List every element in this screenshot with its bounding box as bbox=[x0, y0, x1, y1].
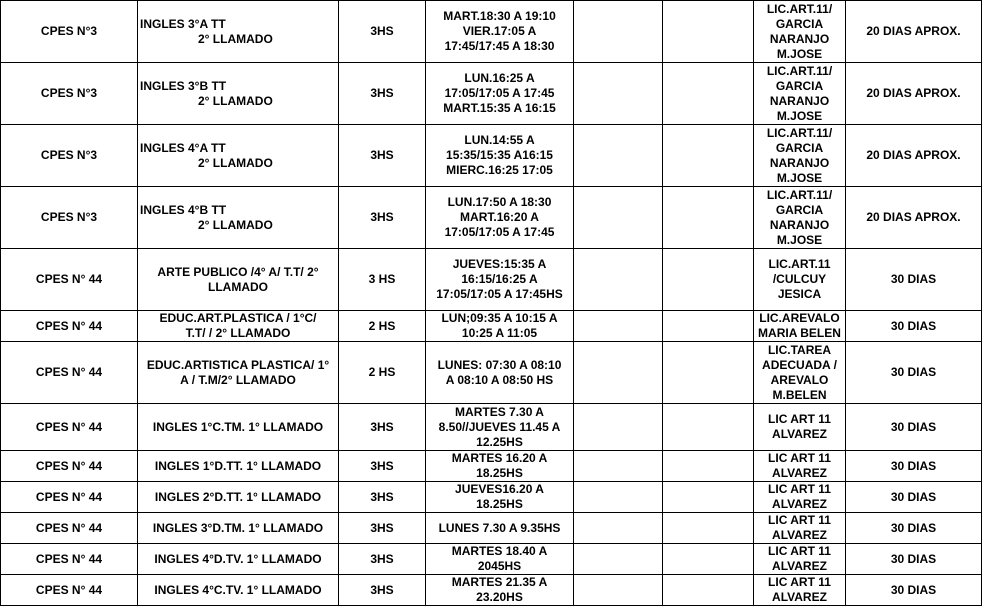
schedule-line: 16:15/16:25 A bbox=[461, 272, 538, 286]
schedule-cell bbox=[426, 63, 574, 125]
subject-line: INGLES 4°B TT bbox=[140, 202, 227, 217]
schedule-line: LUN.17:50 A 18:30 bbox=[447, 195, 552, 209]
docente-cell bbox=[754, 482, 846, 513]
subject-cell bbox=[138, 63, 339, 125]
subject-line: 2° LLAMADO bbox=[198, 155, 273, 170]
docente-line: JESICA bbox=[777, 287, 822, 301]
schedule-line: 18.25HS bbox=[476, 497, 523, 511]
empty-cell bbox=[663, 125, 754, 187]
schedule-cell bbox=[426, 451, 574, 482]
schedule-line: 18.25HS bbox=[476, 466, 523, 480]
docente-line: MARIA BELEN bbox=[758, 326, 841, 340]
duration-cell: 30 DIAS bbox=[846, 404, 982, 451]
table-row bbox=[1, 342, 982, 404]
table-row bbox=[1, 544, 982, 575]
docente-cell bbox=[754, 451, 846, 482]
duration-cell: 30 DIAS bbox=[846, 451, 982, 482]
table-row bbox=[1, 482, 982, 513]
hours-cell: 3HS bbox=[339, 63, 426, 125]
schedule-line: LUN.16:25 A bbox=[464, 71, 535, 85]
docente-line: ALVAREZ bbox=[772, 427, 827, 441]
empty-cell bbox=[574, 575, 663, 606]
schedule-line: MARTES 7.30 A bbox=[455, 404, 544, 419]
docente-line: GARCIA bbox=[775, 78, 824, 93]
docente-line: LIC ART 11 bbox=[768, 575, 831, 589]
subject-line: INGLES 3°A TT bbox=[140, 16, 226, 31]
schedule-line: 15:35/15:35 A16:15 bbox=[446, 148, 553, 162]
empty-cell bbox=[663, 575, 754, 606]
subject-cell bbox=[138, 575, 339, 606]
empty-cell bbox=[663, 187, 754, 249]
subject-line: T.T/ / 2° LLAMADO bbox=[185, 326, 291, 340]
subject-line: EDUC.ARTISTICA PLASTICA/ 1° bbox=[146, 357, 330, 372]
subject-line: INGLES 3°B TT bbox=[140, 78, 227, 93]
empty-cell bbox=[663, 451, 754, 482]
empty-cell bbox=[574, 451, 663, 482]
subject-line: INGLES 4°C.TV. 1° LLAMADO bbox=[154, 582, 322, 597]
schedule-cell bbox=[426, 1, 574, 63]
subject-cell bbox=[138, 1, 339, 63]
docente-line: /CULCUY bbox=[772, 272, 827, 286]
subject-cell bbox=[138, 249, 339, 311]
docente-line: LIC.ART.11/ bbox=[766, 63, 833, 78]
duration-cell: 30 DIAS bbox=[846, 249, 982, 311]
school-cell: CPES N°3 bbox=[1, 187, 138, 249]
duration-cell: 30 DIAS bbox=[846, 575, 982, 606]
schedule-cell bbox=[426, 311, 574, 342]
docente-cell bbox=[754, 1, 846, 63]
hours-cell: 3HS bbox=[339, 575, 426, 606]
hours-cell: 3HS bbox=[339, 404, 426, 451]
docente-cell bbox=[754, 342, 846, 404]
subject-line: 2° LLAMADO bbox=[198, 93, 273, 108]
hours-cell: 3HS bbox=[339, 482, 426, 513]
empty-cell bbox=[574, 311, 663, 342]
subject-line: INGLES 1°C.TM. 1° LLAMADO bbox=[152, 419, 324, 434]
docente-line: AREVALO bbox=[770, 372, 829, 387]
schedule-cell bbox=[426, 187, 574, 249]
docente-cell bbox=[754, 575, 846, 606]
empty-cell bbox=[574, 513, 663, 544]
hours-cell: 3HS bbox=[339, 187, 426, 249]
school-cell: CPES N°3 bbox=[1, 63, 138, 125]
hours-cell: 3HS bbox=[339, 1, 426, 63]
docente-line: LIC.ART.11/ bbox=[766, 125, 833, 140]
duration-cell: 20 DIAS APROX. bbox=[846, 1, 982, 63]
docente-line: GARCIA bbox=[775, 202, 824, 217]
schedule-line: JUEVES:15:35 A bbox=[452, 257, 547, 271]
empty-cell bbox=[663, 249, 754, 311]
empty-cell bbox=[574, 544, 663, 575]
schedule-line: JUEVES16.20 A bbox=[455, 482, 544, 496]
empty-cell bbox=[663, 1, 754, 63]
schedule-line: 23.20HS bbox=[476, 590, 523, 604]
empty-cell bbox=[574, 342, 663, 404]
docente-line: NARANJO bbox=[769, 31, 830, 46]
schedule-line: VIER.17:05 A bbox=[462, 24, 537, 38]
table-row bbox=[1, 125, 982, 187]
table-row bbox=[1, 513, 982, 544]
duration-cell: 30 DIAS bbox=[846, 482, 982, 513]
docente-line: M.JOSE bbox=[776, 232, 823, 247]
schedule-cell bbox=[426, 513, 574, 544]
docente-line: LIC.ART.11/ bbox=[766, 1, 833, 16]
docente-line: GARCIA bbox=[775, 16, 824, 31]
subject-line: INGLES 3°D.TM. 1° LLAMADO bbox=[152, 520, 324, 535]
schedule-line: 17:45/17:45 A 18:30 bbox=[444, 39, 555, 53]
schedule-line: MARTES 21.35 A bbox=[451, 575, 548, 589]
docente-line: LIC ART 11 bbox=[768, 451, 831, 465]
school-cell: CPES N° 44 bbox=[1, 451, 138, 482]
empty-cell bbox=[663, 482, 754, 513]
docente-cell bbox=[754, 311, 846, 342]
table-body bbox=[1, 1, 982, 606]
schedule-cell bbox=[426, 404, 574, 451]
docente-line: LIC.ART.11 bbox=[768, 257, 831, 271]
docente-cell bbox=[754, 249, 846, 311]
school-cell: CPES N° 44 bbox=[1, 575, 138, 606]
empty-cell bbox=[663, 342, 754, 404]
schedule-cell bbox=[426, 249, 574, 311]
docente-line: ADECUADA / bbox=[762, 357, 837, 372]
duration-cell: 30 DIAS bbox=[846, 544, 982, 575]
subject-cell bbox=[138, 451, 339, 482]
school-cell: CPES N° 44 bbox=[1, 544, 138, 575]
docente-line: LIC ART 11 bbox=[768, 544, 831, 558]
school-cell: CPES N° 44 bbox=[1, 513, 138, 544]
empty-cell bbox=[663, 513, 754, 544]
duration-cell: 30 DIAS bbox=[846, 311, 982, 342]
empty-cell bbox=[574, 187, 663, 249]
hours-cell: 3 HS bbox=[339, 249, 426, 311]
schedule-line: A 08:10 A 08:50 HS bbox=[445, 372, 554, 387]
table-row bbox=[1, 575, 982, 606]
school-cell: CPES N° 44 bbox=[1, 249, 138, 311]
schedule-line: 8.50//JUEVES 11.45 A bbox=[438, 419, 561, 434]
schedule-line: MARTES 16.20 A bbox=[451, 451, 548, 465]
subject-cell bbox=[138, 187, 339, 249]
school-cell: CPES N°3 bbox=[1, 1, 138, 63]
schedule-line: 2045HS bbox=[477, 559, 522, 573]
school-cell: CPES N° 44 bbox=[1, 342, 138, 404]
docente-line: NARANJO bbox=[769, 155, 830, 170]
subject-line: INGLES 1°D.TT. 1° LLAMADO bbox=[154, 458, 322, 473]
subject-line: A / T.M/2° LLAMADO bbox=[180, 372, 296, 387]
empty-cell bbox=[574, 482, 663, 513]
school-cell: CPES N° 44 bbox=[1, 311, 138, 342]
schedule-cell bbox=[426, 544, 574, 575]
docente-line: ALVAREZ bbox=[772, 559, 827, 573]
docente-line: NARANJO bbox=[769, 93, 830, 108]
subject-line: ARTE PUBLICO /4° A/ T.T/ 2° bbox=[157, 264, 319, 279]
docente-line: GARCIA bbox=[775, 140, 824, 155]
duration-cell: 20 DIAS APROX. bbox=[846, 125, 982, 187]
table-row bbox=[1, 404, 982, 451]
subject-line: INGLES 2°D.TT. 1° LLAMADO bbox=[154, 489, 322, 504]
docente-cell bbox=[754, 63, 846, 125]
table-row bbox=[1, 451, 982, 482]
hours-cell: 3HS bbox=[339, 125, 426, 187]
duration-cell: 30 DIAS bbox=[846, 342, 982, 404]
docente-cell bbox=[754, 544, 846, 575]
docente-line: ALVAREZ bbox=[772, 528, 827, 542]
docente-line: M.BELEN bbox=[772, 387, 827, 402]
docente-line: LIC.ART.11/ bbox=[766, 187, 833, 202]
school-cell: CPES N° 44 bbox=[1, 404, 138, 451]
docente-line: ALVAREZ bbox=[772, 466, 827, 480]
school-cell: CPES N°3 bbox=[1, 125, 138, 187]
duration-cell: 20 DIAS APROX. bbox=[846, 63, 982, 125]
subject-line: 2° LLAMADO bbox=[198, 217, 273, 232]
docente-line: LIC ART 11 bbox=[768, 482, 831, 496]
duration-cell: 30 DIAS bbox=[846, 513, 982, 544]
docente-line: ALVAREZ bbox=[772, 497, 827, 511]
schedule-line: MIERC.16:25 17:05 bbox=[446, 163, 553, 177]
empty-cell bbox=[574, 249, 663, 311]
schedule-cell bbox=[426, 125, 574, 187]
docente-line: LIC.TAREA bbox=[767, 342, 832, 357]
schedule-line: LUNES: 07:30 A 08:10 bbox=[437, 357, 562, 372]
subject-cell bbox=[138, 482, 339, 513]
docente-line: ALVAREZ bbox=[772, 590, 827, 604]
docente-line: LIC ART 11 bbox=[768, 513, 831, 527]
schedule-line: MARTES 18.40 A bbox=[451, 544, 548, 558]
docente-cell bbox=[754, 187, 846, 249]
empty-cell bbox=[574, 1, 663, 63]
subject-line: INGLES 4°D.TV. 1° LLAMADO bbox=[154, 551, 322, 566]
table-row bbox=[1, 311, 982, 342]
empty-cell bbox=[574, 63, 663, 125]
empty-cell bbox=[663, 311, 754, 342]
schedule-cell bbox=[426, 482, 574, 513]
schedule-line: 17:05/17:05 A 17:45 bbox=[444, 86, 555, 100]
duration-cell: 20 DIAS APROX. bbox=[846, 187, 982, 249]
schedule-line: LUN;09:35 A 10:15 A bbox=[441, 311, 558, 325]
table-row bbox=[1, 1, 982, 63]
docente-line: LIC.AREVALO bbox=[759, 311, 840, 325]
table-row bbox=[1, 187, 982, 249]
table-row bbox=[1, 249, 982, 311]
schedule-line: MART.16:20 A bbox=[460, 210, 539, 224]
schedule-line: 12.25HS bbox=[476, 434, 523, 449]
schedule-line: 10:25 A 11:05 bbox=[461, 326, 538, 340]
docente-line: NARANJO bbox=[769, 217, 830, 232]
empty-cell bbox=[574, 404, 663, 451]
subject-line: LLAMADO bbox=[208, 279, 268, 294]
hours-cell: 3HS bbox=[339, 513, 426, 544]
docente-line: LIC ART 11 bbox=[768, 412, 831, 426]
empty-cell bbox=[574, 125, 663, 187]
hours-cell: 2 HS bbox=[339, 311, 426, 342]
schedule-cell bbox=[426, 575, 574, 606]
schedule-line: 17:05/17:05 A 17:45HS bbox=[436, 287, 563, 301]
docente-line: M.JOSE bbox=[776, 108, 823, 123]
docente-cell bbox=[754, 125, 846, 187]
docente-cell bbox=[754, 513, 846, 544]
subject-cell bbox=[138, 404, 339, 451]
docente-line: M.JOSE bbox=[776, 46, 823, 61]
hours-cell: 3HS bbox=[339, 544, 426, 575]
subject-cell bbox=[138, 513, 339, 544]
school-cell: CPES N° 44 bbox=[1, 482, 138, 513]
empty-cell bbox=[663, 404, 754, 451]
subject-cell bbox=[138, 125, 339, 187]
empty-cell bbox=[663, 544, 754, 575]
hours-cell: 2 HS bbox=[339, 342, 426, 404]
table-row bbox=[1, 63, 982, 125]
schedule-line: LUN.14:55 A bbox=[464, 133, 535, 147]
docente-cell bbox=[754, 404, 846, 451]
subject-cell bbox=[138, 342, 339, 404]
schedule-line: MART.18:30 A 19:10 bbox=[443, 9, 556, 23]
schedule-cell bbox=[426, 342, 574, 404]
subject-cell bbox=[138, 544, 339, 575]
empty-cell bbox=[663, 63, 754, 125]
subject-line: 2° LLAMADO bbox=[198, 31, 273, 46]
schedule-line: LUNES 7.30 A 9.35HS bbox=[438, 520, 561, 535]
docente-line: M.JOSE bbox=[776, 170, 823, 185]
subject-cell bbox=[138, 311, 339, 342]
schedule-line: MART.15:35 A 16:15 bbox=[443, 101, 556, 115]
subject-line: INGLES 4°A TT bbox=[140, 140, 226, 155]
schedule-line: 17:05/17:05 A 17:45 bbox=[444, 225, 555, 239]
hours-cell: 3HS bbox=[339, 451, 426, 482]
subject-line: EDUC.ART.PLASTICA / 1°C/ bbox=[159, 311, 317, 325]
